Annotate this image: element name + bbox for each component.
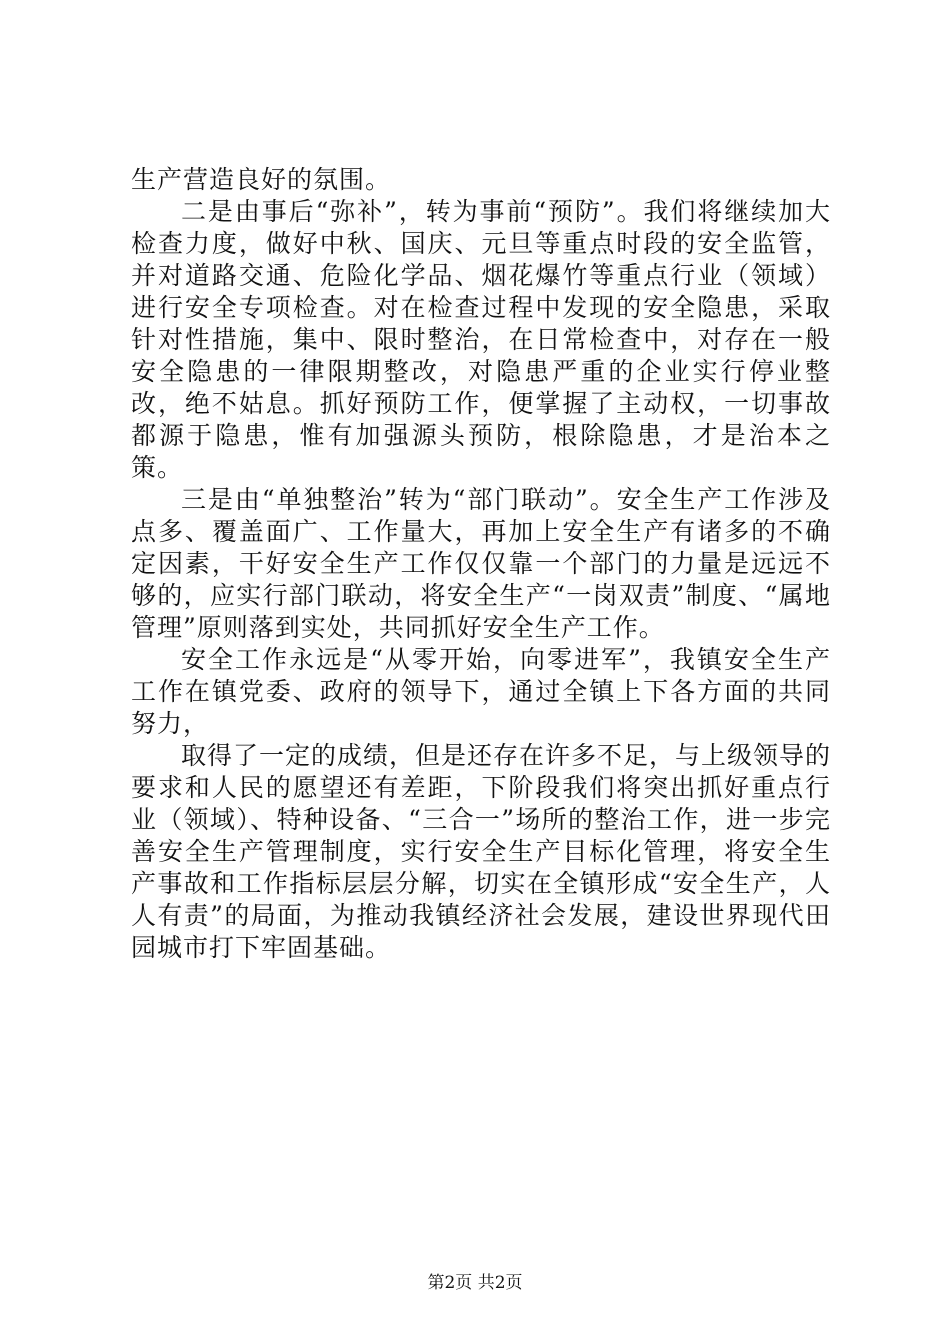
paragraph-safety-summary: 安全工作永远是“从零开始，向零进军”，我镇安全生产工作在镇党委、政府的领导下，通过全镇上下各方面的共同努力， xyxy=(131,645,831,738)
paragraph-joint-action: 三是由“单独整治”转为“部门联动”。安全生产工作涉及点多、覆盖面广、工作量大，再加上安全生产有诸多的不确定因素，干好安全生产工作仅仅靠一个部门的力量是远远不够的，应实行部门联动，将安全生产“一岗双责”制度、“属地管理”原则落到实处，共同抓好安全生产工作。 xyxy=(131,485,831,642)
document-body xyxy=(131,164,831,964)
paragraph-prevention: 二是由事后“弥补”，转为事前“预防”。我们将继续加大检查力度，做好中秋、国庆、元旦等重点时段的安全监管，并对道路交通、危险化学品、烟花爆竹等重点行业（领域）进行安全专项检查。对在检查过程中发现的安全隐患，采取针对性措施，集中、限时整治，在日常检查中，对存在一般安全隐患的一律限期整改，对隐患严重的企业实行停业整改，绝不姑息。抓好预防工作，便掌握了主动权，一切事故都源于隐患，惟有加强源头预防，根除隐患，才是治本之策。 xyxy=(131,197,831,482)
page-number-footer: 第2页 共2页 xyxy=(427,1273,523,1293)
paragraph-continuation: 生产营造良好的氛围。 xyxy=(131,165,392,194)
paragraph-achievements: 取得了一定的成绩，但是还存在许多不足，与上级领导的要求和人民的愿望还有差距，下阶段我们将突出抓好重点行业（领域）、特种设备、“三合一”场所的整治工作，进一步完善安全生产管理制度，实行安全生产目标化管理，将安全生产事故和工作指标层层分解，切实在全镇形成“安全生产，人人有责”的局面，为推动我镇经济社会发展，建设世界现代田园城市打下牢固基础。 xyxy=(131,741,832,962)
